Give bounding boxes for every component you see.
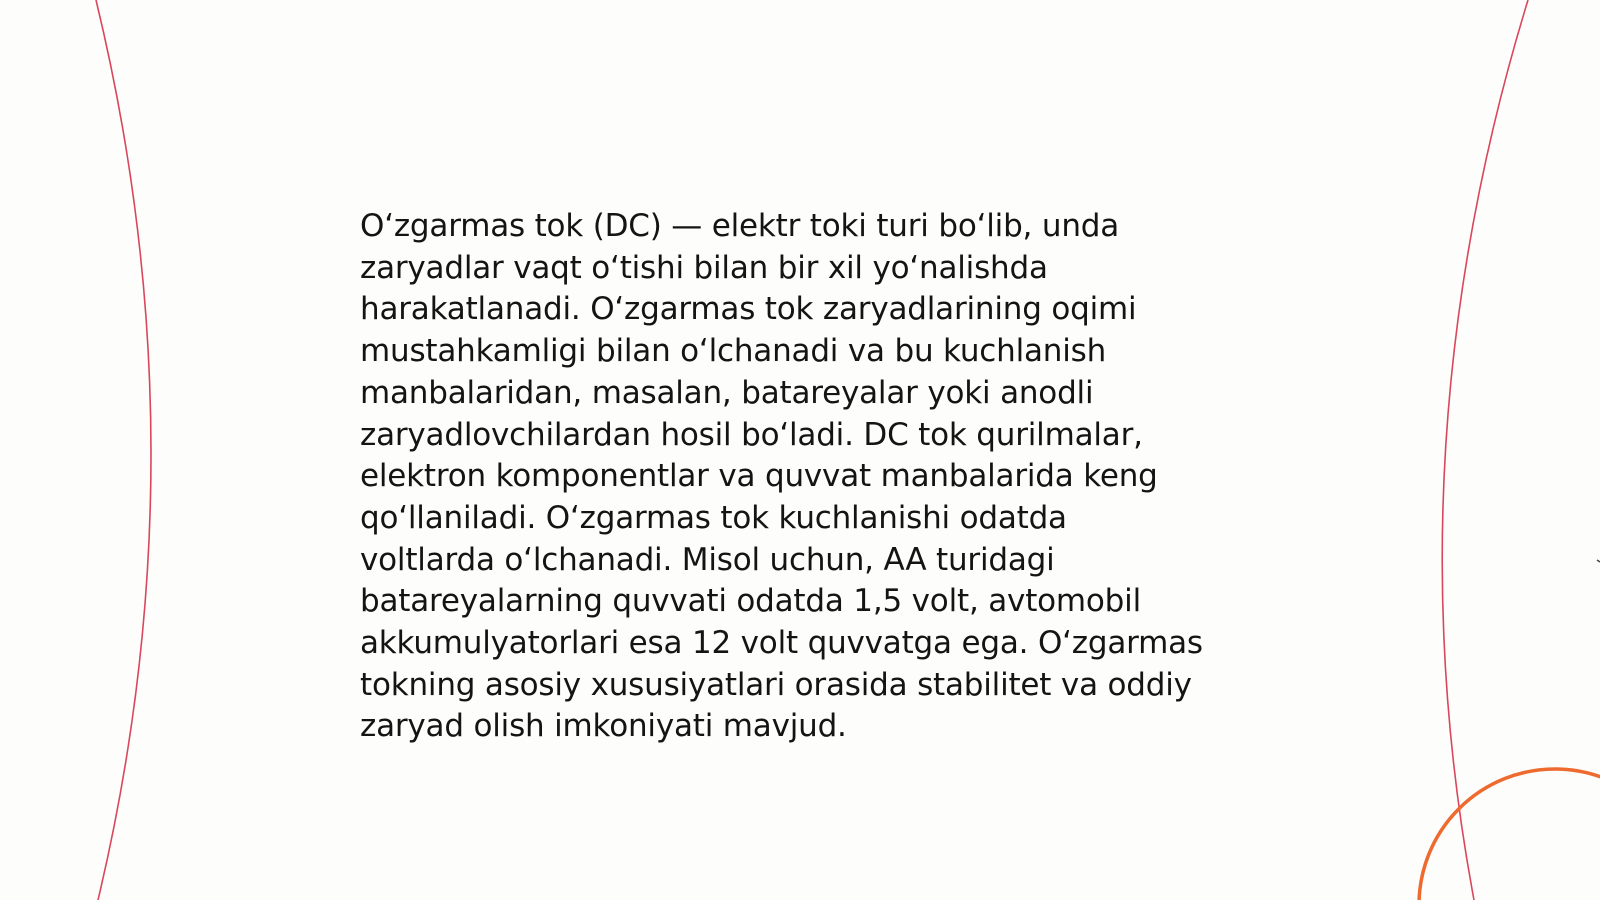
right-curve-line — [1442, 0, 1528, 900]
body-line: manbalaridan, masalan, batareyalar yoki anodli — [360, 374, 1094, 411]
body-line: tokning asosiy xususiyatlari orasida stabilitet va oddiy — [360, 666, 1192, 703]
body-line: mustahkamligi bilan oʻlchanadi va bu kuchlanish — [360, 333, 1107, 370]
body-line: zaryadlar vaqt oʻtishi bilan bir xil yoʻnalishda — [360, 249, 1048, 286]
body-line: zaryadlovchilardan hosil boʻladi. DC tok qurilmalar, — [360, 416, 1143, 453]
left-curve-line — [96, 0, 151, 900]
slide-body-text — [360, 206, 1260, 748]
body-line: batareyalarning quvvati odatda 1,5 volt, avtomobil — [360, 583, 1141, 620]
body-line: akkumulyatorlari esa 12 volt quvvatga ega. Oʻzgarmas — [360, 625, 1203, 662]
body-line: qoʻllaniladi. Oʻzgarmas tok kuchlanishi odatda — [360, 499, 1067, 536]
body-line: elektron komponentlar va quvvat manbalarida keng — [360, 458, 1158, 495]
body-line: Oʻzgarmas tok (DC) — elektr toki turi boʻlib, unda — [360, 208, 1120, 244]
body-line: zaryad olish imkoniyati mavjud. — [360, 708, 847, 745]
body-line: voltlarda oʻlchanadi. Misol uchun, AA turidagi — [360, 541, 1055, 578]
corner-accent-arc — [1419, 769, 1600, 900]
body-line: harakatlanadi. Oʻzgarmas tok zaryadlarining oqimi — [360, 291, 1137, 328]
